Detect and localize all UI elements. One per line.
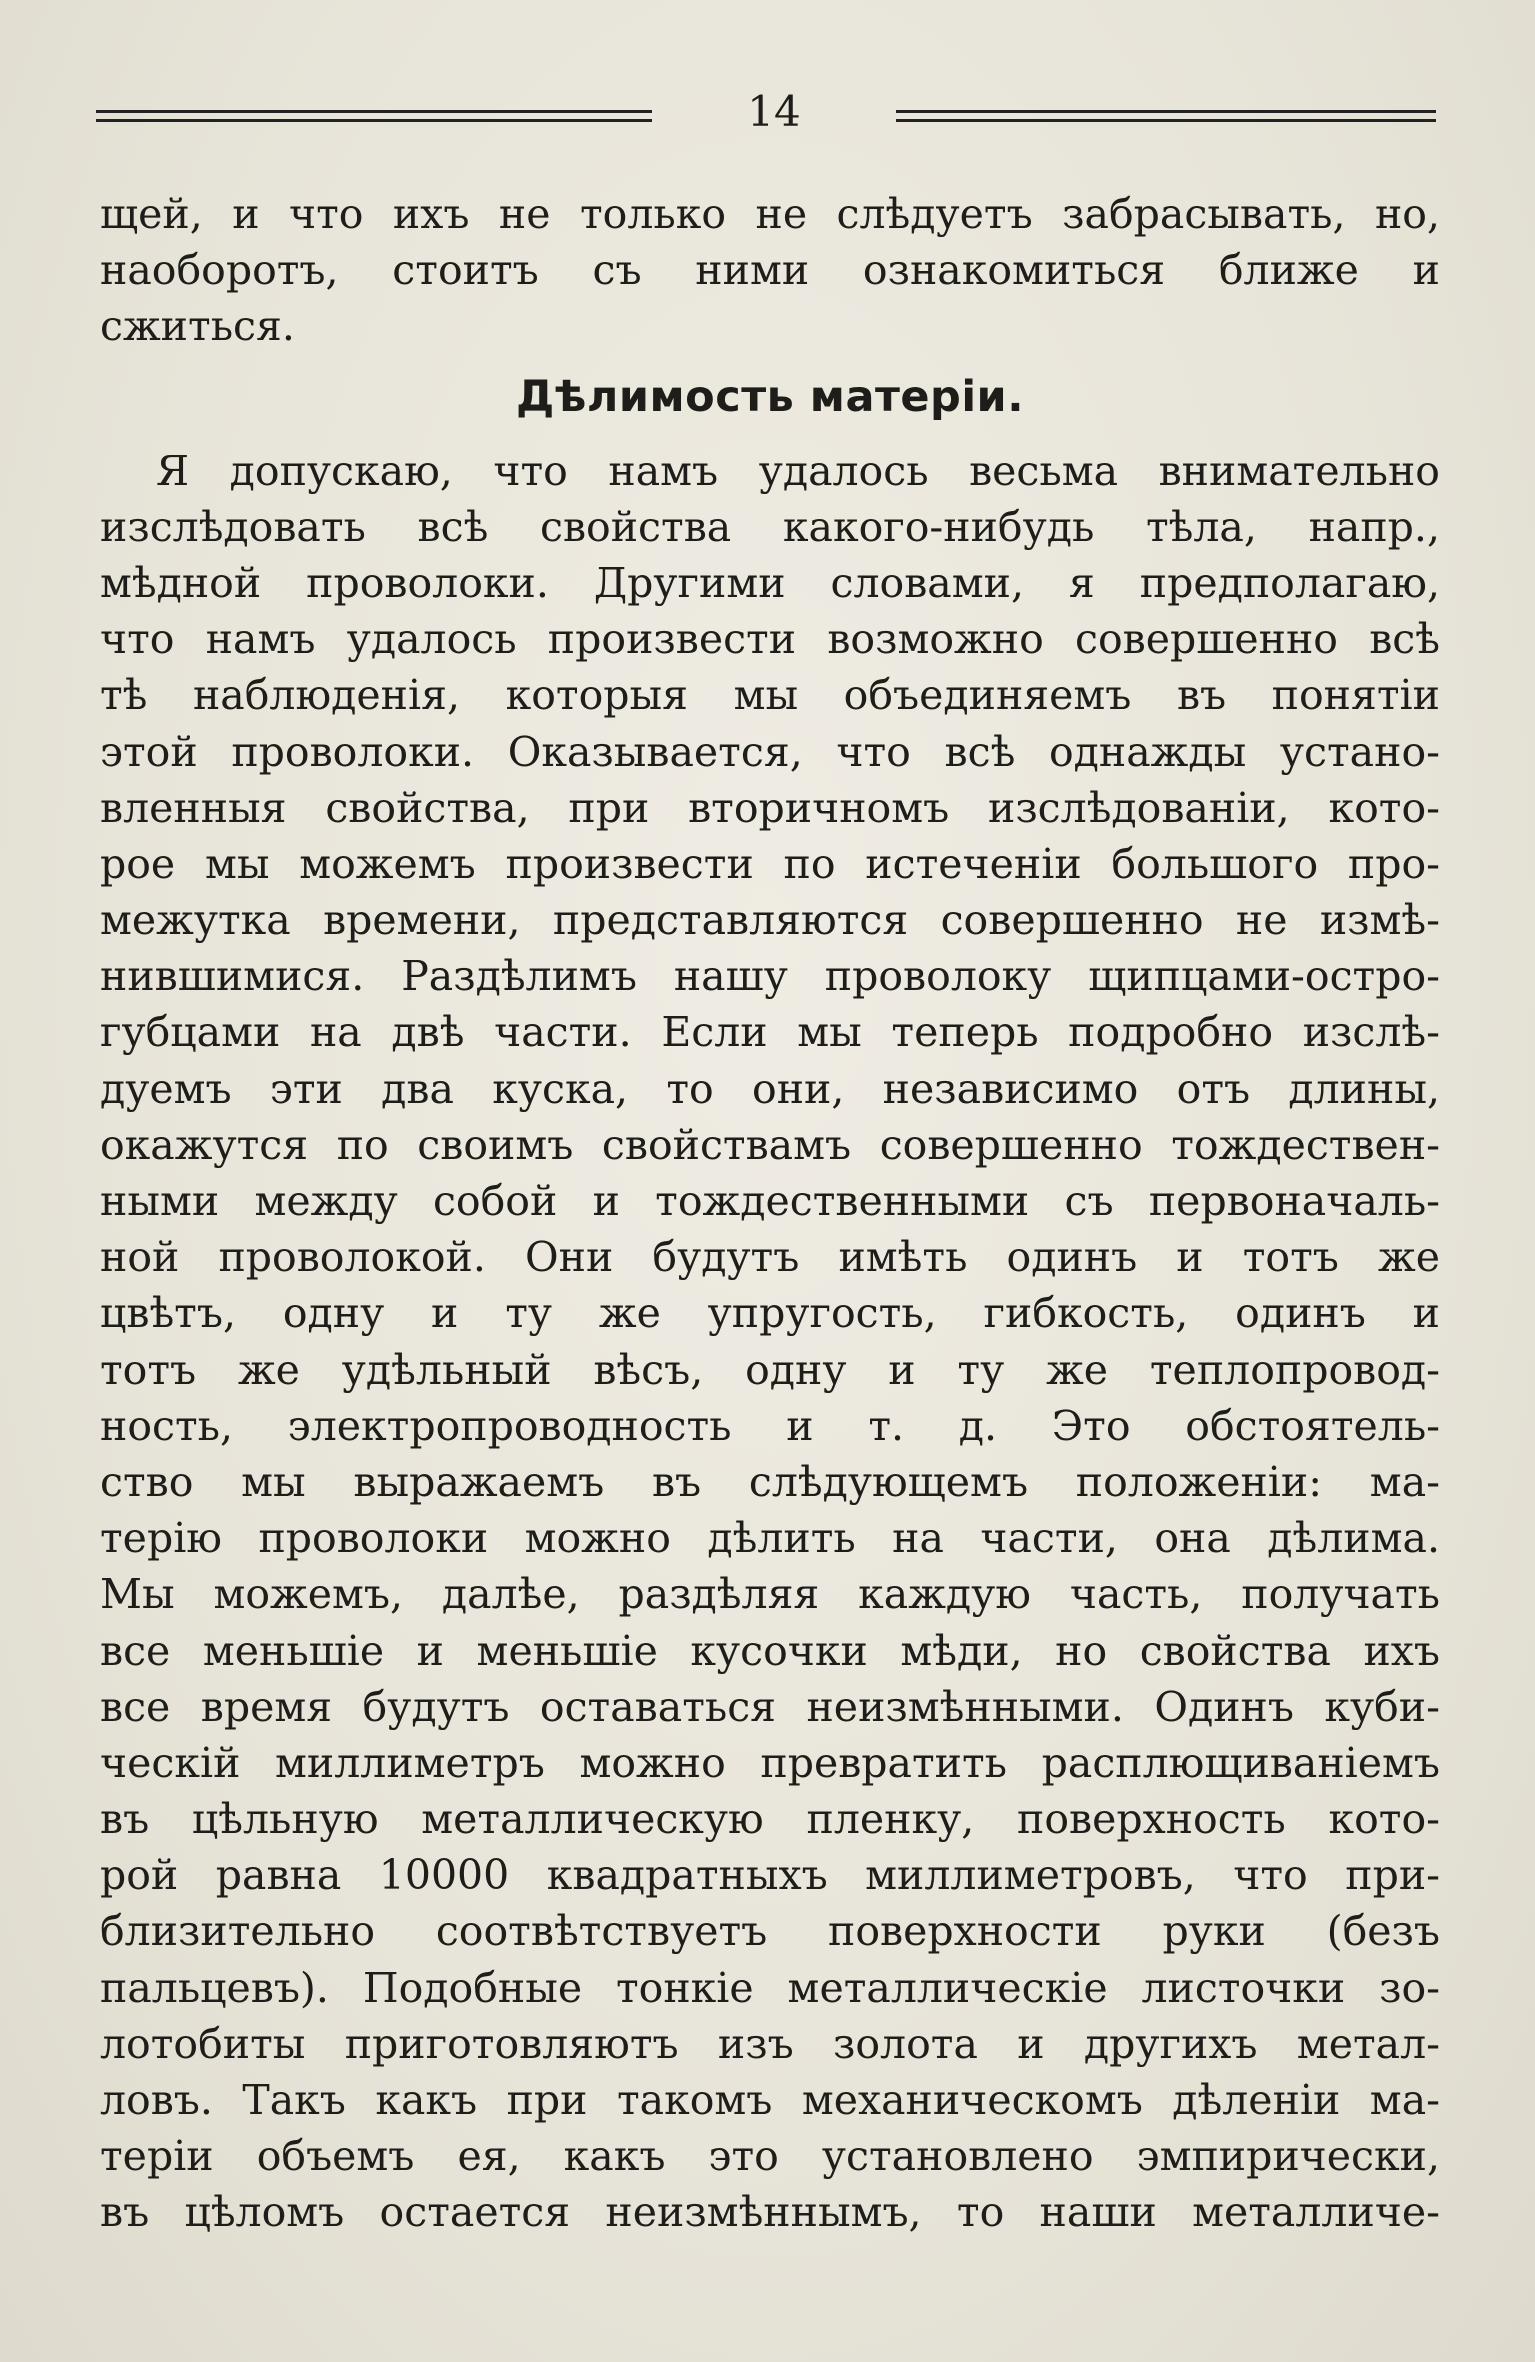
text-line: Мы можемъ, далѣе, раздѣляя каждую часть, получать [100, 1570, 1440, 1619]
page-number: 14 [747, 87, 801, 136]
text-line: межутка времени, представляются совершенно не измѣ- [100, 896, 1440, 945]
text-line: Я допускаю, что намъ удалось весьма внимательно [156, 446, 1440, 495]
text-line: что намъ удалось произвести возможно совершенно всѣ [100, 615, 1440, 664]
text-line: лотобиты приготовляютъ изъ золота и другихъ метал- [100, 2019, 1440, 2068]
body-text [100, 186, 1440, 2241]
text-line: ловъ. Такъ какъ при такомъ механическомъ дѣленіи ма- [100, 2076, 1440, 2124]
text-line: все время будутъ оставаться неизмѣнными. Одинъ куби- [100, 1682, 1440, 1731]
text-line: ной проволокой. Они будутъ имѣть одинъ и тотъ же [100, 1233, 1440, 1282]
text-line: сжиться. [100, 302, 295, 351]
text-line: этой проволоки. Оказывается, что всѣ однажды устано- [100, 727, 1440, 776]
page-header [96, 82, 1436, 142]
text-line: ность, электропроводность и т. д. Это обстоятель- [100, 1401, 1440, 1450]
text-line: наоборотъ, стоитъ съ ними ознакомиться ближе и [100, 246, 1440, 295]
text-line: терію проволоки можно дѣлить на части, она дѣлима. [100, 1514, 1440, 1563]
text-line: въ цѣломъ остается неизмѣннымъ, то наши металличе- [100, 2188, 1440, 2237]
text-line: цвѣтъ, одну и ту же упругость, гибкость, одинъ и [100, 1289, 1440, 1338]
text-line: вленныя свойства, при вторичномъ изслѣдованіи, кото- [100, 783, 1440, 832]
text-line: рой равна 10000 квадратныхъ миллиметровъ, что при- [100, 1851, 1440, 1900]
section-heading: Дѣлимость матеріи. [515, 371, 1025, 422]
text-line: рое мы можемъ произвести по истеченіи большого про- [100, 839, 1440, 888]
text-line: теріи объемъ ея, какъ это установлено эмпирически, [100, 2132, 1440, 2181]
text-line: щей, и что ихъ не только не слѣдуетъ забрасывать, но, [100, 190, 1440, 238]
text-line: близительно соотвѣтствуетъ поверхности руки (безъ [100, 1907, 1440, 1956]
text-line: пальцевъ). Подобные тонкіе металлическіе листочки зо- [100, 1963, 1440, 2012]
header-rule-left [96, 110, 652, 122]
text-line: окажутся по своимъ свойствамъ совершенно тождествен- [100, 1120, 1440, 1169]
text-line: нившимися. Раздѣлимъ нашу проволоку щипцами-остро- [100, 952, 1440, 1001]
text-line: ческій миллиметръ можно превратить расплющиваніемъ [100, 1738, 1440, 1787]
text-line: мѣдной проволоки. Другими словами, я предполагаю, [100, 558, 1440, 607]
text-line: тотъ же удѣльный вѣсъ, одну и ту же теплопровод- [100, 1345, 1440, 1394]
text-line: дуемъ эти два куска, то они, независимо отъ длины, [100, 1064, 1440, 1113]
text-line: тѣ наблюденія, которыя мы объединяемъ въ понятіи [100, 671, 1440, 720]
text-line: губцами на двѣ части. Если мы теперь подробно изслѣ- [100, 1008, 1440, 1057]
text-line: ными между собой и тождественными съ первоначаль- [100, 1177, 1440, 1225]
text-line: все меньшіе и меньшіе кусочки мѣди, но свойства ихъ [100, 1626, 1440, 1675]
text-line: изслѣдовать всѣ свойства какого-нибудь тѣла, напр., [100, 502, 1440, 551]
header-rule-right [896, 110, 1436, 122]
text-line: ство мы выражаемъ въ слѣдующемъ положеніи: ма- [100, 1457, 1440, 1506]
text-line: въ цѣльную металлическую пленку, поверхность кото- [100, 1795, 1440, 1844]
